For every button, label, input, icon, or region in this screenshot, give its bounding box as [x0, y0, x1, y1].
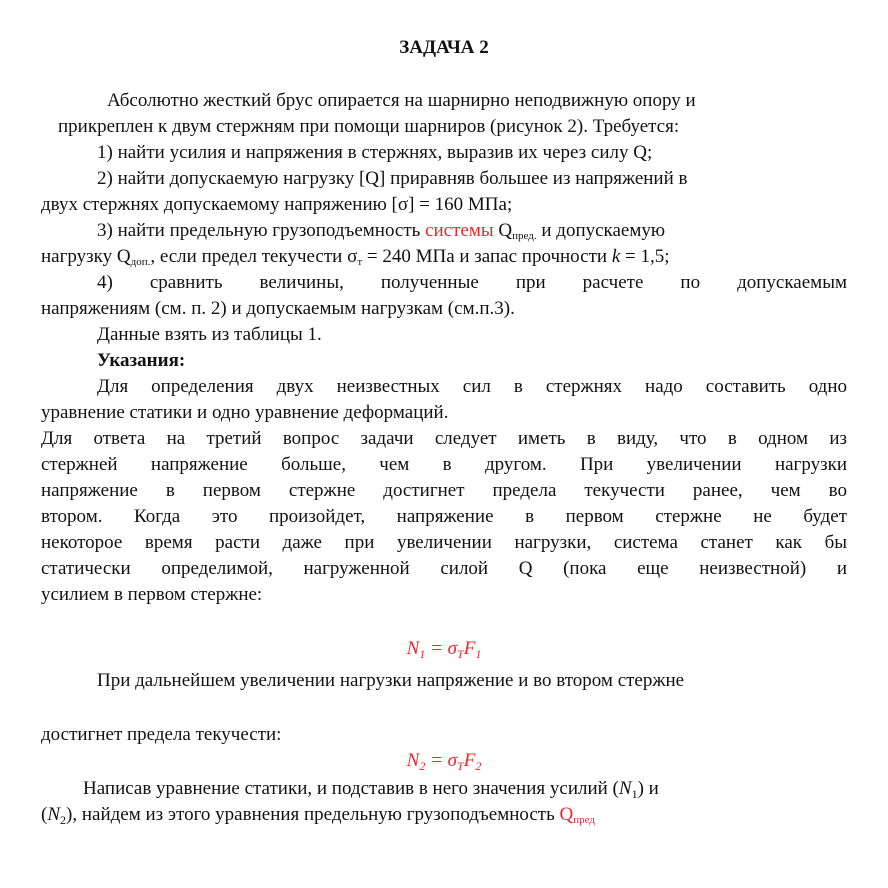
- formula-n1-f-sub: 1: [475, 647, 482, 661]
- instructions-line: стержней напряжение больше, чем в другом. При увеличении нагрузки: [41, 454, 847, 475]
- q-subscript: пред.: [512, 230, 537, 242]
- final-text: Написав уравнение статики, и подставив в него значения усилий (: [83, 778, 619, 799]
- k-symbol: k: [611, 246, 621, 267]
- q-pred-subscript: пред: [573, 814, 595, 826]
- formula-n1-lhs-sub: 1: [419, 647, 426, 661]
- yield-text: , если предел текучести σ: [150, 246, 358, 267]
- n2-subscript: 2: [60, 813, 67, 827]
- formula-n2-f: F: [463, 750, 476, 771]
- highlight-system: системы: [425, 220, 494, 241]
- final-line-1: [83, 776, 847, 802]
- list-item-1: 1) найти усилия и напряжения в стержнях, выразив их через силу Q;: [97, 142, 653, 163]
- list-item-4: 4) сравнить величины, полученные при расчете по допускаемым: [97, 272, 847, 293]
- n1-symbol: N: [618, 778, 632, 799]
- formula-n2-sigma: σ: [447, 750, 458, 771]
- list-item-4-cont: напряжениям (см. п. 2) и допускаемым нагрузкам (см.п.3).: [41, 298, 515, 319]
- paragraph-line: прикреплен к двум стержням при помощи шарниров (рисунок 2). Требуется:: [58, 116, 680, 137]
- instructions-line: втором. Когда это произойдет, напряжение в первом стержне не будет: [41, 506, 847, 527]
- paragraph-line: Абсолютно жесткий брус опирается на шарнирно неподвижную опору и: [107, 90, 696, 111]
- instructions-line: некоторое время расти даже при увеличении нагрузки, система станет как бы: [41, 532, 847, 553]
- instructions-line: Для определения двух неизвестных сил в стержнях надо составить одно: [97, 376, 847, 397]
- formula-n2-f-sub: 2: [475, 759, 482, 773]
- sigma-subscript: т: [357, 256, 363, 268]
- q-pred-symbol: Q: [559, 804, 574, 825]
- formula-n1-sigma: σ: [447, 638, 458, 659]
- n1-subscript: 1: [631, 787, 638, 801]
- formula-n2-lhs: N: [406, 750, 420, 771]
- formula-n1-lhs: N: [406, 638, 420, 659]
- final-line-2: [41, 802, 841, 828]
- formula-n1-eq: =: [425, 638, 448, 659]
- formula-n1-sigma-sub: T: [457, 647, 464, 661]
- list-item-3-cont: [41, 244, 841, 270]
- list-item-3-load: нагрузку Q: [41, 246, 131, 267]
- final-text-end: ) и: [637, 778, 659, 799]
- list-item-2-cont: двух стержнях допускаемому напряжению [σ] = 160 МПа;: [41, 194, 513, 215]
- instructions-heading: Указания:: [97, 350, 186, 371]
- k-value: = 1,5;: [620, 246, 670, 267]
- list-item-3-text: 3) найти предельную грузоподъемность: [97, 220, 421, 241]
- paragraph-line: достигнет предела текучести:: [41, 724, 282, 745]
- instructions-line: напряжение в первом стержне достигнет предела текучести ранее, чем во: [41, 480, 847, 501]
- instructions-line: Для ответа на третий вопрос задачи следует иметь в виду, что в одном из: [41, 428, 847, 449]
- formula-n1: [0, 636, 888, 662]
- formula-n2: [0, 748, 888, 774]
- list-item-3-text-end: и допускаемую: [541, 220, 666, 241]
- data-note: Данные взять из таблицы 1.: [97, 324, 322, 345]
- formula-n2-sigma-sub: T: [457, 759, 464, 773]
- paragraph-line: При дальнейшем увеличении нагрузки напряжение и во втором стержне: [97, 670, 685, 691]
- instructions-line: усилием в первом стержне:: [41, 584, 263, 605]
- list-item-2: 2) найти допускаемую нагрузку [Q] приравняв большее из напряжений в: [97, 168, 688, 189]
- q-dop-subscript: доп.: [130, 256, 151, 268]
- final-text-2: ), найдем из этого уравнения предельную грузоподъемность: [66, 804, 560, 825]
- list-item-3: [97, 218, 847, 244]
- n2-symbol: N: [47, 804, 61, 825]
- formula-n1-f: F: [463, 638, 476, 659]
- formula-n2-lhs-sub: 2: [419, 759, 426, 773]
- instructions-line: уравнение статики и одно уравнение деформаций.: [41, 402, 449, 423]
- q-symbol: Q: [498, 220, 513, 241]
- yield-value: = 240 МПа и запас прочности: [362, 246, 612, 267]
- instructions-line: статически определимой, нагруженной силой Q (пока еще неизвестной) и: [41, 558, 847, 579]
- page-title: ЗАДАЧА 2: [399, 37, 489, 58]
- paren-open: (: [41, 804, 48, 825]
- formula-n2-eq: =: [425, 750, 448, 771]
